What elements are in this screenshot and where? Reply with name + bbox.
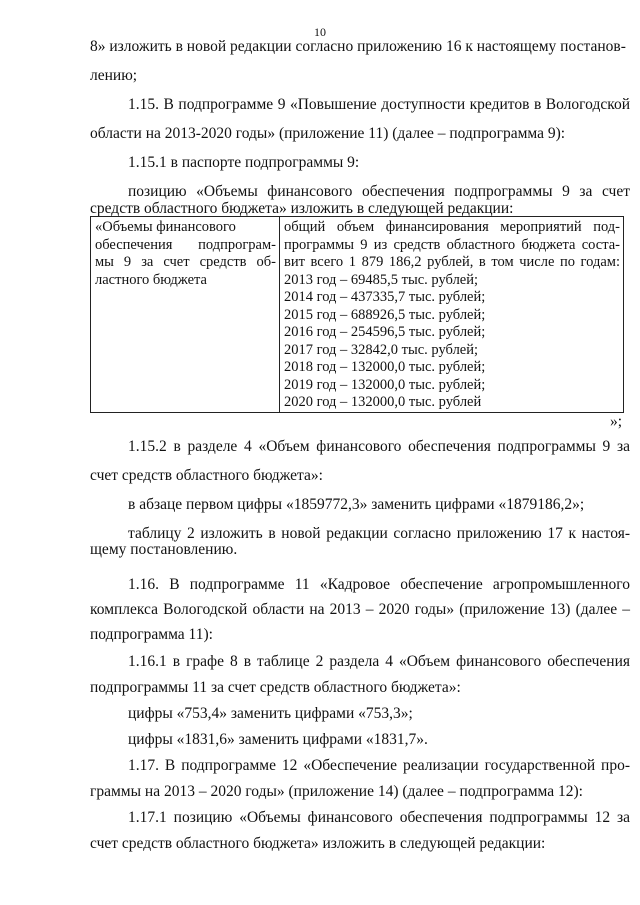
table-text: программы 9 из средств областного бюджета соста- xyxy=(284,236,620,253)
financing-table xyxy=(90,216,624,413)
paragraph-line: щему постановлению. xyxy=(90,541,238,558)
paragraph-line: счет средств областного бюджета» изложить в следующей редакции: xyxy=(90,835,546,852)
paragraph-line: таблицу 2 изложить в новой редакции согласно приложению 17 к настоя- xyxy=(128,525,630,542)
paragraph-line: счет средств областного бюджета»: xyxy=(90,467,323,484)
table-text: ластного бюджета xyxy=(95,271,207,288)
paragraph-line: цифры «753,4» заменить цифрами «753,3»; xyxy=(128,705,413,722)
paragraph-line: в абзаце первом цифры «1859772,3» заменить цифрами «1879186,2»; xyxy=(128,496,585,513)
paragraph-line: 1.15.2 в разделе 4 «Объем финансового обеспечения подпрограммы 9 за xyxy=(128,438,630,455)
page-number: 10 xyxy=(314,25,326,39)
paragraph-line: цифры «1831,6» заменить цифрами «1831,7». xyxy=(128,731,428,748)
table-close-quote: »; xyxy=(609,413,622,430)
table-text: 2015 год – 688926,5 тыс. рублей; xyxy=(284,306,486,323)
paragraph-line: 1.15.1 в паспорте подпрограммы 9: xyxy=(128,154,360,171)
table-left-cell xyxy=(91,217,280,413)
table-text: общий объем финансирования мероприятий под- xyxy=(284,219,620,235)
paragraph-line: лению; xyxy=(90,67,138,84)
paragraph-line: граммы на 2013 – 2020 годы» (приложение 14) (далее – подпрограмма 12): xyxy=(90,783,583,800)
table-text: вит всего 1 879 186,2 рублей, в том числе по годам: xyxy=(284,254,620,270)
table-text: обеспечения подпрограм- xyxy=(95,236,276,253)
table-text: 2013 год – 69485,5 тыс. рублей; xyxy=(284,271,479,288)
table-text: 2014 год – 437335,7 тыс. рублей; xyxy=(284,289,486,305)
paragraph-line: 1.16. В подпрограмме 11 «Кадровое обеспечение агропромышленного xyxy=(128,576,630,593)
paragraph-line: средств областного бюджета» изложить в следующей редакции: xyxy=(90,200,514,217)
table-text: «Объемы финансового xyxy=(95,219,236,235)
paragraph-line: 1.17.1 позицию «Объемы финансового обеспечения подпрограммы 12 за xyxy=(128,809,630,826)
table-text: 2020 год – 132000,0 тыс. рублей xyxy=(284,394,482,410)
table-text: 2017 год – 32842,0 тыс. рублей; xyxy=(284,341,479,358)
table-right-cell xyxy=(280,217,624,413)
paragraph-line: комплекса Вологодской области на 2013 – 2020 годы» (приложение 13) (далее – xyxy=(90,601,630,618)
table-text: 2018 год – 132000,0 тыс. рублей; xyxy=(284,359,486,375)
table-text: 2019 год – 132000,0 тыс. рублей; xyxy=(284,376,486,393)
paragraph-line: 8» изложить в новой редакции согласно приложению 16 к настоящему постанов- xyxy=(90,38,626,55)
paragraph-line: 1.16.1 в графе 8 в таблице 2 раздела 4 «Объем финансового обеспечения xyxy=(128,653,630,670)
paragraph-line: области на 2013-2020 годы» (приложение 11) (далее – подпрограмма 9): xyxy=(90,125,566,142)
table-text: мы 9 за счет средств об- xyxy=(95,254,276,270)
paragraph-line: 1.17. В подпрограмме 12 «Обеспечение реализации государственной про- xyxy=(128,757,630,774)
paragraph-line: подпрограмма 11): xyxy=(90,626,213,643)
paragraph-line: подпрограммы 11 за счет средств областного бюджета»: xyxy=(90,679,461,696)
paragraph-line: 1.15. В подпрограмме 9 «Повышение доступности кредитов в Вологодской xyxy=(128,96,630,113)
paragraph-line: позицию «Объемы финансового обеспечения подпрограммы 9 за счет xyxy=(128,183,630,200)
table-text: 2016 год – 254596,5 тыс. рублей; xyxy=(284,324,486,340)
